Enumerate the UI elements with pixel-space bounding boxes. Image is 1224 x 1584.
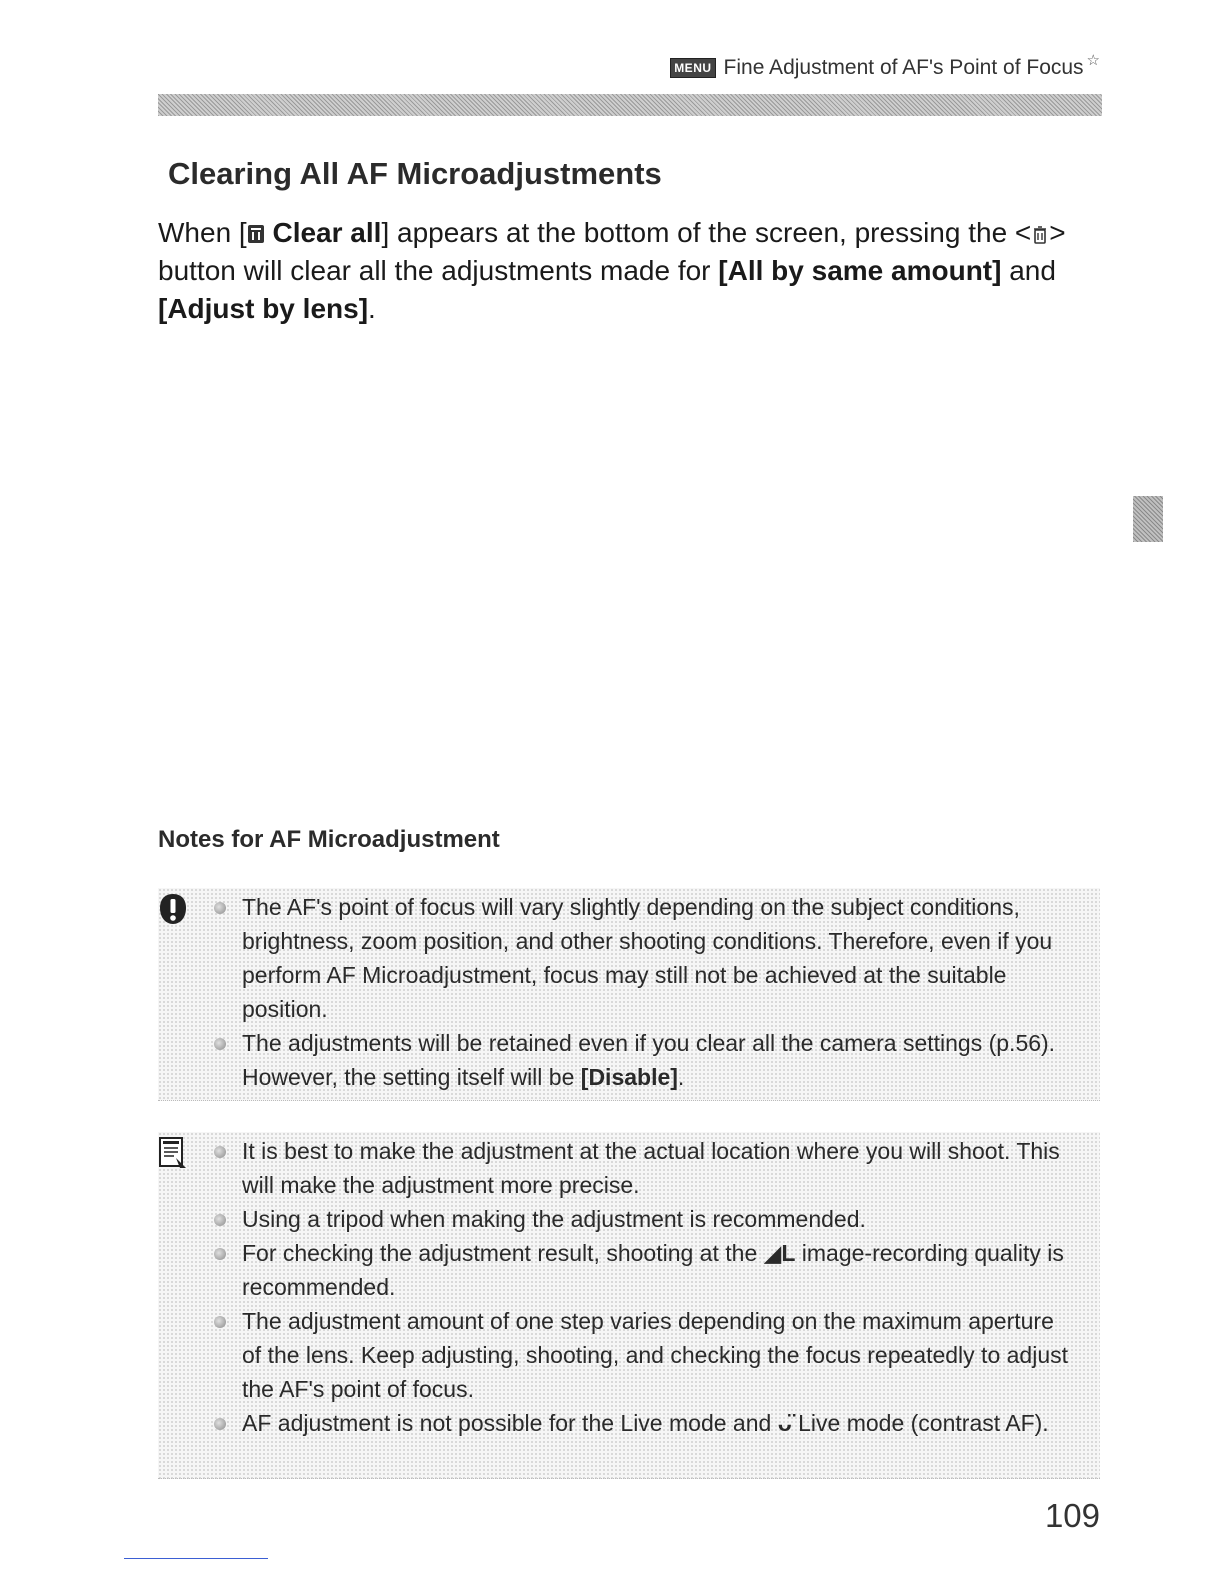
list-item-text: image-recording quality is recommended. xyxy=(242,1240,1064,1300)
page-number: 109 xyxy=(1044,1497,1100,1534)
list-item: Using a tripod when making the adjustment is recommended. xyxy=(212,1202,1072,1236)
footer-rule xyxy=(124,1558,268,1559)
list-item xyxy=(212,1406,1072,1440)
intro-paragraph xyxy=(158,214,1088,328)
intro-text: . xyxy=(368,293,376,324)
list-item-text: For checking the adjustment result, shooting at the xyxy=(242,1240,764,1266)
list-item xyxy=(212,1236,1072,1304)
trash-button-icon xyxy=(1031,224,1049,244)
notes-title: Notes for AF Microadjustment xyxy=(158,826,500,853)
all-by-same-label: [All by same amount] xyxy=(718,255,1002,286)
trash-icon xyxy=(247,224,265,244)
adjust-by-lens-label: [Adjust by lens] xyxy=(158,293,369,324)
intro-text: > button will clear all the adjustments made for xyxy=(158,217,1066,286)
clear-all-label: Clear all xyxy=(272,217,382,248)
list-item: The adjustment amount of one step varies depending on the maximum aperture of the lens. Keep adjusting, shooting, and checking the focus repeatedly to adjust the AF's point of focus. xyxy=(212,1304,1072,1406)
face-detection-icon: ᴗ̈ xyxy=(777,1410,792,1436)
large-fine-quality-icon: ◢L xyxy=(763,1240,796,1266)
memo-icon xyxy=(158,1136,188,1170)
section-title: Clearing All AF Microadjustments xyxy=(168,156,662,191)
memo-box xyxy=(158,1132,1100,1479)
running-header xyxy=(670,52,1100,80)
caution-list xyxy=(212,890,1072,1094)
header-title: Fine Adjustment of AF's Point of Focus xyxy=(723,56,1084,79)
list-item: It is best to make the adjustment at the actual location where you will shoot. This will make the adjustment more precise. xyxy=(212,1134,1072,1202)
list-item-text: Live mode (contrast AF). xyxy=(791,1410,1049,1436)
list-item-text: . xyxy=(677,1064,685,1090)
list-item-text: AF adjustment is not possible for the Live mode and xyxy=(242,1410,778,1436)
menu-badge: MENU xyxy=(670,58,715,78)
list-item-text: The adjustments will be retained even if you clear all the camera settings (p.56). However, the setting itself will be xyxy=(242,1030,1056,1090)
intro-text: When [ xyxy=(158,217,247,248)
caution-icon xyxy=(158,892,188,926)
memo-list xyxy=(212,1134,1072,1440)
header-hatch-bar xyxy=(158,94,1102,116)
list-item: The AF's point of focus will vary slightly depending on the subject conditions, brightness, zoom position, and other shooting conditions. Therefore, even if you perform AF Microadjustment, focus may still not be achieved at the suitable position. xyxy=(212,890,1072,1026)
intro-text: ] appears at the bottom of the screen, pressing the < xyxy=(381,217,1032,248)
chapter-tab-marker xyxy=(1133,496,1163,542)
list-item xyxy=(212,1026,1072,1094)
intro-text: and xyxy=(1001,255,1056,286)
star-icon: ☆ xyxy=(1086,52,1100,69)
disable-label: [Disable] xyxy=(580,1064,678,1090)
caution-box xyxy=(158,888,1100,1101)
